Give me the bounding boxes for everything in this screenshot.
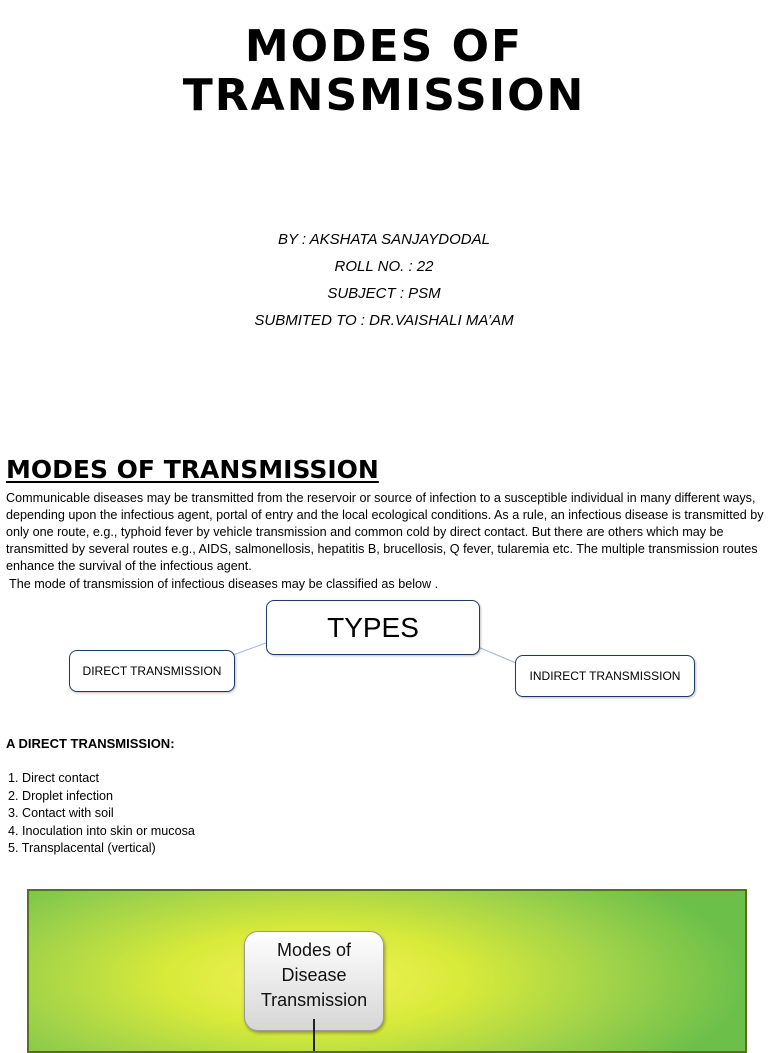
subject-line: SUBJECT : PSM (327, 285, 441, 302)
list-item: 1. Direct contact (8, 771, 99, 785)
indirect-transmission-label: INDIRECT TRANSMISSION (529, 669, 681, 683)
title-line-1: MODES OF (244, 21, 524, 72)
section-heading: MODES OF TRANSMISSION (6, 455, 379, 484)
connector-left (233, 643, 266, 655)
direct-transmission-list (8, 770, 195, 858)
direct-transmission-label: DIRECT TRANSMISSION (82, 664, 222, 678)
submitted-to-line: SUBMITED TO : DR.VAISHALI MA’AM (254, 312, 514, 329)
title-line-2: TRANSMISSION (182, 70, 586, 121)
connector-right (478, 647, 516, 663)
list-item: 2. Droplet infection (8, 788, 114, 803)
direct-transmission-node (69, 650, 235, 692)
types-label: TYPES (327, 611, 419, 643)
diagram-stem-line (313, 1019, 315, 1053)
page-title (0, 22, 768, 120)
image-line-2: Disease (281, 965, 347, 985)
modes-of-disease-transmission-node (244, 931, 384, 1031)
direct-transmission-heading: A DIRECT TRANSMISSION: (6, 736, 175, 751)
modes-diagram-image (27, 889, 747, 1053)
author-line: BY : AKSHATA SANJAYDODAL (277, 231, 490, 248)
indirect-transmission-node (515, 655, 695, 697)
list-item: 4. Inoculation into skin or mucosa (8, 823, 195, 838)
types-node (266, 600, 480, 655)
image-line-1: Modes of (276, 940, 352, 960)
list-item: 5. Transplacental (vertical) (8, 841, 156, 855)
image-line-3: Transmission (260, 990, 368, 1010)
intro-paragraph: Communicable diseases may be transmitted from the reservoir or source of infection to a susceptible individual in many different ways, depending upon the infectious agent, portal of entry and the local ecological conditions. As a rule, an infectious disease is transmitted by only one route, e.g., typhoid fever by vehicle transmission and common cold by direct contact. But there are others which may be transmitted by several routes e.g., AIDS, salmonellosis, hepatitis B, brucellosis, Q fever, tularemia etc. The multiple transmission routes enhance the survival of the infectious agent. (6, 491, 764, 573)
roll-number-line: ROLL NO. : 22 (334, 258, 434, 275)
credits-block (0, 226, 768, 334)
list-item: 3. Contact with soil (8, 806, 114, 820)
classification-paragraph: The mode of transmission of infectious diseases may be classified as below . (9, 577, 439, 591)
